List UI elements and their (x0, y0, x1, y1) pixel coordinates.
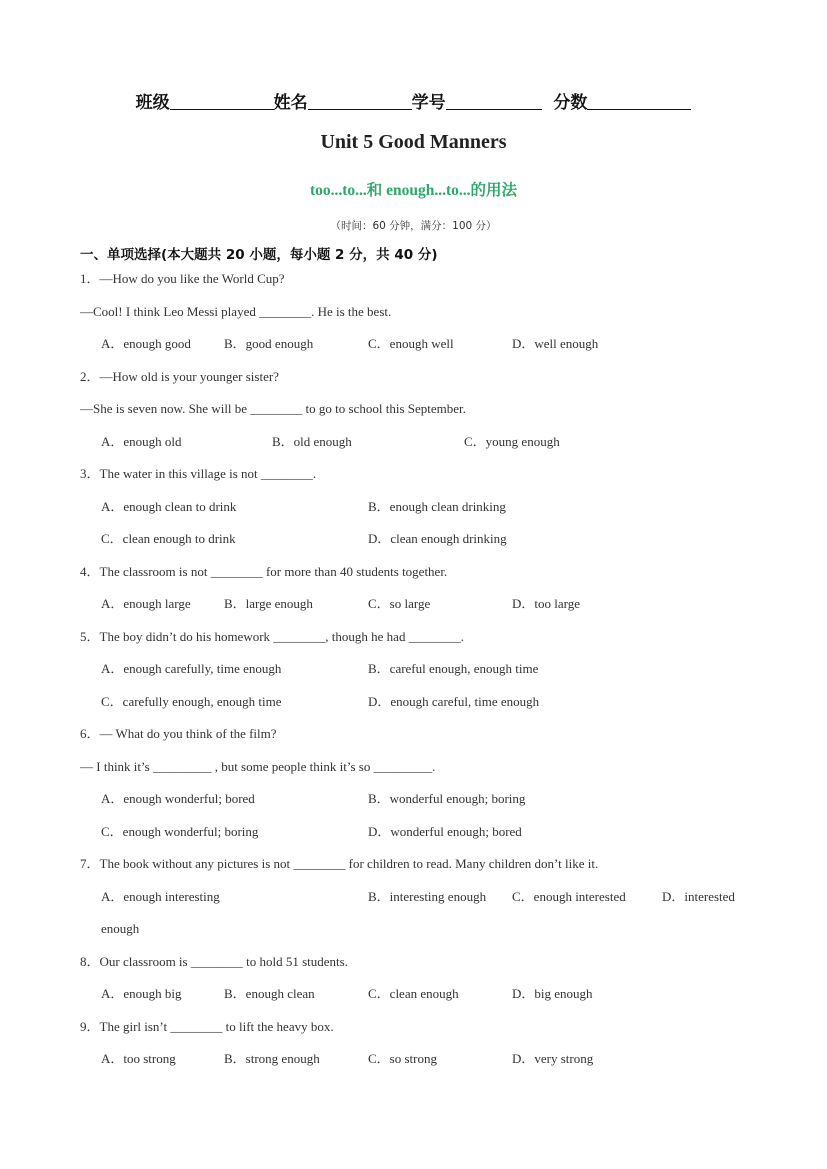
q9-option-d[interactable]: D．very strong (512, 1051, 594, 1066)
q8-option-c[interactable]: C．clean enough (368, 986, 459, 1001)
question-9-stem: 9．The girl isn’t ________ to lift the heavy box. (80, 1019, 334, 1034)
q8-option-a[interactable]: A．enough big (101, 986, 182, 1001)
q4-option-c[interactable]: C．so large (368, 596, 431, 611)
question-6-stem: 6．— What do you think of the film? (80, 726, 277, 741)
question-1-line-2: —Cool! I think Leo Messi played ________. He is the best. (80, 304, 392, 319)
question-3-stem: 3．The water in this village is not ________. (80, 466, 317, 481)
score-blank[interactable] (587, 93, 691, 110)
page-title: Unit 5 Good Manners (320, 131, 507, 153)
q6-option-d[interactable]: D．wonderful enough; bored (368, 824, 522, 839)
class-blank[interactable] (170, 93, 274, 110)
question-1-stem: 1．—How do you like the World Cup? (80, 271, 285, 286)
q3-option-b[interactable]: B．enough clean drinking (368, 499, 506, 514)
q7-option-d[interactable]: D．interested (662, 889, 735, 904)
q6-option-c[interactable]: C．enough wonderful; boring (101, 824, 259, 839)
q5-option-d[interactable]: D．enough careful, time enough (368, 694, 540, 709)
question-8-stem: 8．Our classroom is ________ to hold 51 students. (80, 954, 348, 969)
class-label: 班级 (135, 93, 170, 113)
q7-option-a[interactable]: A．enough interesting (101, 889, 220, 904)
name-blank[interactable] (308, 93, 412, 110)
student-info-header (0, 88, 827, 113)
question-6-line-2: — I think it’s _________ , but some people think it’s so _________. (80, 759, 436, 774)
q8-option-d[interactable]: D．big enough (512, 986, 593, 1001)
q6-option-a[interactable]: A．enough wonderful; bored (101, 791, 255, 806)
q2-option-b[interactable]: B．old enough (272, 434, 352, 449)
question-2-stem: 2．—How old is your younger sister? (80, 369, 279, 384)
q4-option-b[interactable]: B．large enough (224, 596, 313, 611)
q9-option-c[interactable]: C．so strong (368, 1051, 437, 1066)
time-info: （时间：60 分钟，满分：100 分） (330, 220, 497, 232)
q5-option-b[interactable]: B．careful enough, enough time (368, 661, 539, 676)
q5-option-c[interactable]: C．carefully enough, enough time (101, 694, 282, 709)
q5-option-a[interactable]: A．enough carefully, time enough (101, 661, 282, 676)
q1-option-a[interactable]: A．enough good (101, 336, 191, 351)
q2-option-a[interactable]: A．enough old (101, 434, 182, 449)
id-blank[interactable] (446, 93, 542, 110)
question-2-line-2: —She is seven now. She will be ________ to go to school this September. (80, 401, 466, 416)
q6-option-b[interactable]: B．wonderful enough; boring (368, 791, 526, 806)
question-7-stem: 7．The book without any pictures is not ________ for children to read. Many children don’t like it. (80, 856, 599, 871)
q4-option-a[interactable]: A．enough large (101, 596, 191, 611)
page-subtitle: too...to...和 enough...to...的用法 (309, 182, 518, 199)
q8-option-b[interactable]: B．enough clean (224, 986, 315, 1001)
section-heading: 一、单项选择(本大题共 20 小题，每小题 2 分，共 40 分) (80, 247, 438, 263)
q3-option-a[interactable]: A．enough clean to drink (101, 499, 237, 514)
q1-option-b[interactable]: B．good enough (224, 336, 314, 351)
score-label: 分数 (553, 93, 588, 113)
q9-option-a[interactable]: A．too strong (101, 1051, 176, 1066)
q7-option-b[interactable]: B．interesting enough (368, 889, 487, 904)
q1-option-c[interactable]: C．enough well (368, 336, 454, 351)
q2-option-c[interactable]: C．young enough (464, 434, 560, 449)
question-5-stem: 5．The boy didn’t do his homework ________, though he had ________. (80, 629, 464, 644)
id-label: 学号 (411, 93, 446, 113)
name-label: 姓名 (273, 93, 308, 113)
q4-option-d[interactable]: D．too large (512, 596, 580, 611)
q3-option-c[interactable]: C．clean enough to drink (101, 531, 236, 546)
q7-option-d-wrap[interactable]: enough (101, 921, 140, 936)
question-4-stem: 4．The classroom is not ________ for more than 40 students together. (80, 564, 448, 579)
q9-option-b[interactable]: B．strong enough (224, 1051, 320, 1066)
q3-option-d[interactable]: D．clean enough drinking (368, 531, 507, 546)
q1-option-d[interactable]: D．well enough (512, 336, 599, 351)
q7-option-c[interactable]: C．enough interested (512, 889, 626, 904)
